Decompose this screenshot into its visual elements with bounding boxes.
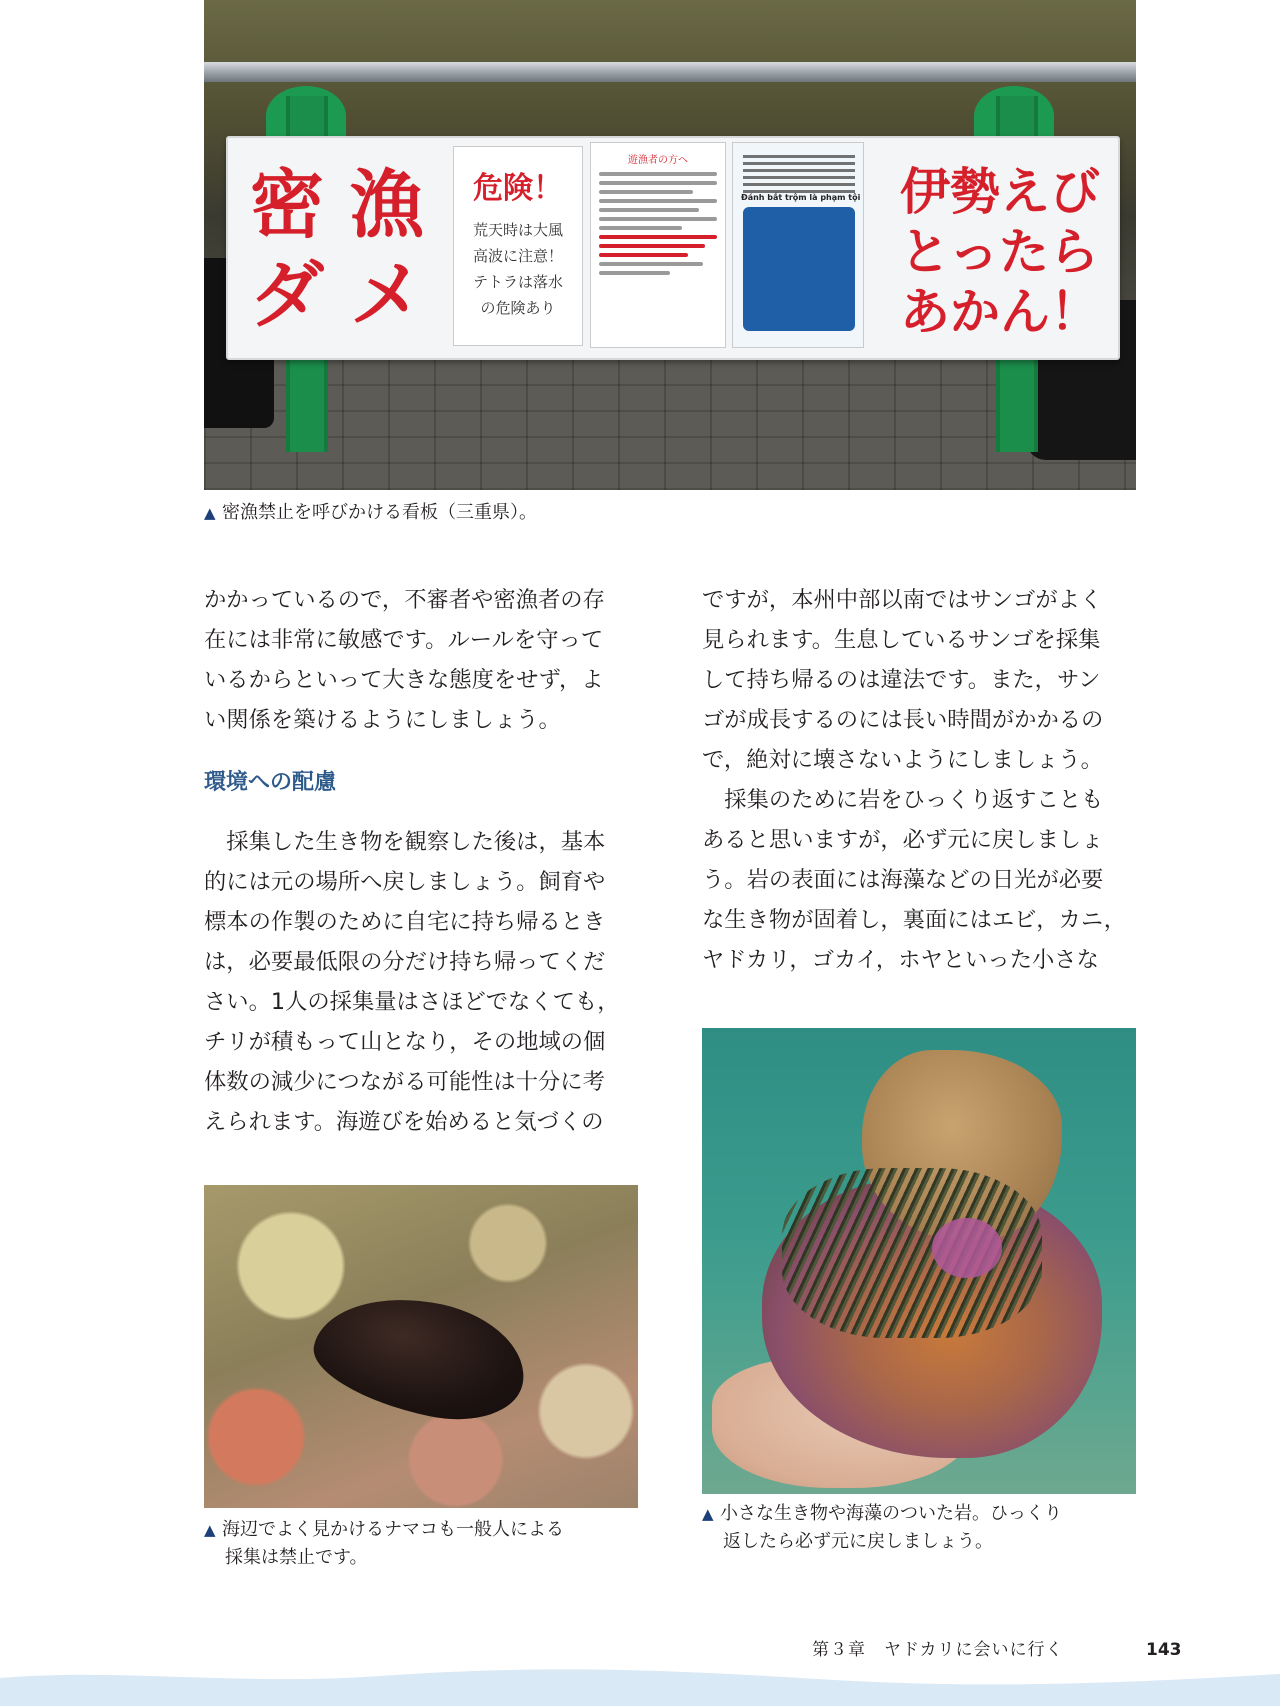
caption-cucumber-line-2: 採集は禁止です。 (225, 1547, 368, 1568)
rules-text-line (599, 181, 717, 185)
paragraph-line: う。岩の表面には海藻などの日光が必要 (702, 867, 1104, 893)
pink-coralline-patch (932, 1218, 1002, 1278)
rules-text-line (599, 262, 703, 266)
vietnamese-notice-illustration (743, 207, 855, 331)
rules-text-line (599, 217, 717, 221)
rules-text-line (599, 226, 682, 230)
paragraph-line: で，絶対に壊さないようにしましょう。 (702, 747, 1103, 773)
photo-poaching-sign (204, 0, 1136, 490)
seaweed (782, 1168, 1042, 1338)
rules-text-line (599, 271, 670, 275)
guard-rail (204, 62, 1136, 82)
paragraph-line: 採集した生き物を観察した後は，基本 (204, 829, 606, 855)
rules-text-line (599, 190, 693, 194)
danger-notice-line: の危険あり (480, 299, 556, 317)
body-text-left-top (204, 580, 605, 740)
caption-sign (204, 499, 537, 527)
paragraph-line: チリが積もって山となり，その地域の個 (204, 1029, 606, 1055)
rules-text-line (599, 199, 717, 203)
rules-text-line (599, 208, 699, 212)
danger-notice (453, 146, 583, 346)
photo-rock-with-seaweed (702, 1028, 1136, 1494)
paragraph-line: さい。1人の採集量はさほどでなくても， (204, 989, 620, 1015)
sea-cucumber (305, 1280, 536, 1434)
rules-text-line (599, 172, 717, 176)
paragraph-line: 標本の作製のために自宅に持ち帰るとき (204, 909, 606, 935)
photo-sea-cucumber (204, 1185, 638, 1508)
sign-right-line-2: とったら (900, 222, 1099, 281)
rules-notice (590, 142, 726, 348)
paragraph-line: あると思いますが，必ず元に戻しましょ (702, 827, 1104, 853)
paragraph-line: いるからといって大きな態度をせず，よ (204, 667, 604, 693)
sign-right-line-3: あかん！ (900, 282, 1100, 341)
paragraph-line: な生き物が固着し，裏面にはエビ，カニ， (702, 907, 1127, 933)
paragraph-line: は，必要最低限の分だけ持ち帰ってくだ (204, 949, 606, 975)
paragraph-line: い関係を築けるようにしましょう。 (204, 707, 561, 733)
paragraph-line: 体数の減少につながる可能性は十分に考 (204, 1069, 605, 1095)
rules-text-line (599, 244, 705, 248)
paragraph-line: 的には元の場所へ戻しましょう。飼育や (204, 869, 606, 895)
caption-cucumber-line-1 (204, 1516, 564, 1544)
caption-marker-icon: ▲ (204, 1521, 216, 1539)
section-heading: 環境への配慮 (204, 769, 337, 795)
caption-marker-icon: ▲ (204, 504, 216, 522)
vietnamese-notice-header (743, 155, 855, 193)
caption-rock (702, 1500, 1062, 1556)
caption-rock-line-1 (702, 1500, 1062, 1528)
vietnamese-notice-title: Đánh bắt trộm là phạm tội (741, 193, 861, 202)
danger-notice-line: 荒天時は大風 (472, 221, 563, 239)
rules-text-line (599, 235, 717, 239)
danger-notice-line: テトラは落水 (472, 273, 563, 291)
paragraph-line: 在には非常に敏感です。ルールを守って (204, 627, 604, 653)
paragraph-line: 採集のために岩をひっくり返すことも (702, 787, 1104, 813)
caption-cucumber-text: 海辺でよく見かけるナマコも一般人による (222, 1519, 564, 1540)
paragraph-line: えられます。海遊びを始めると気づくの (204, 1109, 604, 1135)
paragraph-line: ゴが成長するのには長い時間がかかるの (702, 707, 1104, 733)
body-text-right (702, 580, 1126, 980)
caption-sea-cucumber (204, 1516, 564, 1572)
rules-notice-title: 遊漁者の方へ (628, 155, 688, 166)
sign-left-line-1: 密 漁 (250, 162, 424, 248)
paragraph-line: して持ち帰るのは違法です。また，サン (702, 667, 1101, 693)
danger-notice-title: 危険！ (473, 171, 563, 206)
caption-marker-icon: ▲ (702, 1505, 714, 1523)
page-number: 143 (1146, 1640, 1182, 1660)
footer-wave-shape (0, 1669, 1280, 1706)
caption-rock-line-2: 返したら必ず元に戻しましょう。 (723, 1531, 993, 1552)
running-footer-chapter: 第３章 ヤドカリに会いに行く (812, 1640, 1064, 1660)
caption-sign-text: 密漁禁止を呼びかける看板（三重県）。 (222, 502, 537, 523)
paragraph-line: かかっているので，不審者や密漁者の存 (204, 587, 605, 613)
danger-notice-line: 高波に注意！ (472, 247, 563, 265)
paragraph-line: 見られます。生息しているサンゴを採集 (702, 627, 1101, 653)
vietnamese-notice (732, 142, 864, 348)
sign-board (226, 136, 1120, 360)
paragraph-line: ヤドカリ，ゴカイ，ホヤといった小さな (702, 947, 1099, 973)
sign-left-line-2: ダ メ (250, 252, 424, 338)
rules-text-line (599, 253, 688, 257)
sign-right-line-1: 伊勢えび (900, 162, 1100, 221)
caption-rock-text: 小さな生き物や海藻のついた岩。ひっくり (720, 1503, 1062, 1524)
sign-text-right (900, 162, 1100, 342)
body-text-left-bottom (204, 822, 620, 1142)
paragraph-line: ですが，本州中部以南ではサンゴがよく (702, 587, 1103, 613)
sign-text-left (250, 160, 424, 340)
footer-wave-decoration (0, 1664, 1280, 1706)
